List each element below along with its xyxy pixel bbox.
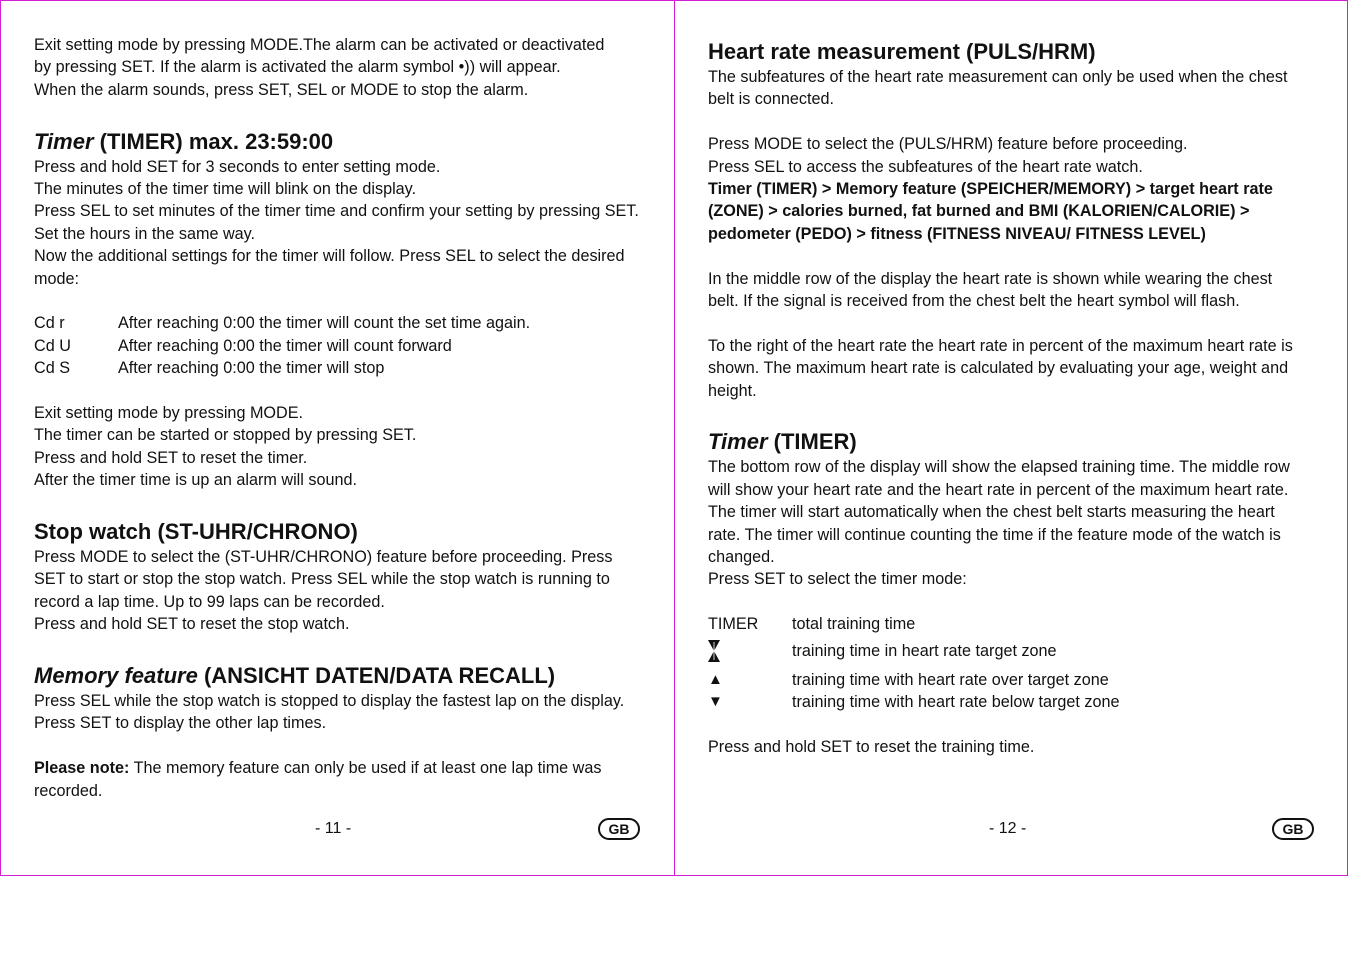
hrm-timer-reset: Press and hold SET to reset the training time. [708,738,1035,757]
timer-mode-row: ▲ training time with heart rate over target zone [708,669,1314,691]
hrm-timer-text: The bottom row of the display will show the elapsed training time. The middle row [708,458,1290,477]
stopwatch-heading: Stop watch (ST-UHR/CHRONO) [34,519,358,545]
memory-text: Press SET to display the other lap times. [34,714,327,733]
timer-heading: Timer (TIMER) max. 23:59:00 [34,128,334,154]
hrm-text: belt. If the signal is received from the chest belt the heart symbol will flash. [708,292,1240,311]
timer-after-text: After the timer time is up an alarm will sound. [34,471,357,490]
alarm-text-2: by pressing SET. If the alarm is activated the alarm symbol •)) will appear. [34,58,561,77]
timer-mode-row: ▼ training time with heart rate below target zone [708,691,1314,713]
hrm-menu-path: Timer (TIMER) > Memory feature (SPEICHER/MEMORY) > target heart rate [708,180,1273,199]
stopwatch-text: record a lap time. Up to 99 laps can be recorded. [34,592,385,611]
hrm-text: The subfeatures of the heart rate measurement can only be used when the chest [708,68,1288,86]
stopwatch-text: Press MODE to select the (ST-UHR/CHRONO) feature before proceeding. Press [34,548,613,567]
memory-text: Press SEL while the stop watch is stopped to display the fastest lap on the display. [34,692,625,711]
timer-after-text: The timer can be started or stopped by pressing SET. [34,426,417,445]
timer-after-text: Press and hold SET to reset the timer. [34,448,308,467]
triangle-down-icon: ▼ [708,693,723,711]
timer-text: mode: [34,269,79,288]
hrm-timer-text: The timer will start automatically when the chest belt starts measuring the heart [708,503,1275,522]
hrm-menu-path: (ZONE) > calories burned, fat burned and BMI (KALORIEN/CALORIE) > [708,202,1250,221]
page-number-left: - 11 - [315,820,352,837]
alarm-text-3: When the alarm sounds, press SET, SEL or MODE to stop the alarm. [34,80,529,99]
hrm-heading: Heart rate measurement (PULS/HRM) [708,39,1096,64]
timer-mode-row: Cd U After reaching 0:00 the timer will count forward [34,336,452,355]
stopwatch-text: Press and hold SET to reset the stop watch. [34,615,350,634]
hrm-text: In the middle row of the display the heart rate is shown while wearing the chest [708,269,1273,288]
left-page [34,34,640,802]
timer-mode-row: TIMER total training time [708,615,916,634]
hrm-text: To the right of the heart rate the heart rate in percent of the maximum heart rate is [708,336,1293,355]
timer-after-text: Exit setting mode by pressing MODE. [34,404,303,423]
timer-mode-row: training time in heart rate target zone [708,640,1314,669]
gb-badge-right: GB [1272,818,1314,840]
hourglass-icon [708,640,792,669]
timer-text: Set the hours in the same way. [34,224,256,243]
right-page [708,34,1314,759]
memory-note: Please note: The memory feature can only be used if at least one lap time was [34,759,602,778]
timer-text: Press and hold SET for 3 seconds to enter setting mode. [34,157,441,176]
memory-heading: Memory feature (ANSICHT DATEN/DATA RECALL) [34,663,556,689]
timer-mode-row: Cd r After reaching 0:00 the timer will count the set time again. [34,314,531,333]
hrm-timer-text: will show your heart rate and the heart rate in percent of the maximum heart rate. [708,480,1289,499]
hrm-timer-text: Press SET to select the timer mode: [708,570,967,589]
alarm-text-1: Exit setting mode by pressing MODE.The alarm can be activated or deactivated [34,36,605,54]
timer-text: The minutes of the timer time will blink on the display. [34,180,417,199]
memory-note-cont: recorded. [34,781,103,800]
timer-text: Press SEL to set minutes of the timer time and confirm your setting by pressing SET. [34,202,639,221]
page-divider [674,0,675,876]
hrm-text: height. [708,381,757,400]
hrm-text: belt is connected. [708,90,834,109]
timer-mode-row: Cd S After reaching 0:00 the timer will stop [34,359,385,378]
hrm-menu-path: pedometer (PEDO) > fitness (FITNESS NIVEAU/ FITNESS LEVEL) [708,224,1206,243]
triangle-up-icon: ▲ [708,671,723,689]
hrm-timer-text: rate. The timer will continue counting the time if the feature mode of the watch is [708,525,1281,544]
gb-badge-left: GB [598,818,640,840]
page-number-right: - 12 - [989,820,1027,837]
hrm-text: Press MODE to select the (PULS/HRM) feature before proceeding. [708,135,1188,154]
hrm-timer-heading: Timer (TIMER) [708,429,857,455]
hrm-text: Press SEL to access the subfeatures of the heart rate watch. [708,157,1143,176]
timer-text: Now the additional settings for the timer will follow. Press SEL to select the desired [34,247,625,266]
hrm-timer-text: changed. [708,548,775,567]
stopwatch-text: SET to start or stop the stop watch. Press SEL while the stop watch is running to [34,570,610,589]
hrm-text: shown. The maximum heart rate is calculated by evaluating your age, weight and [708,359,1289,378]
